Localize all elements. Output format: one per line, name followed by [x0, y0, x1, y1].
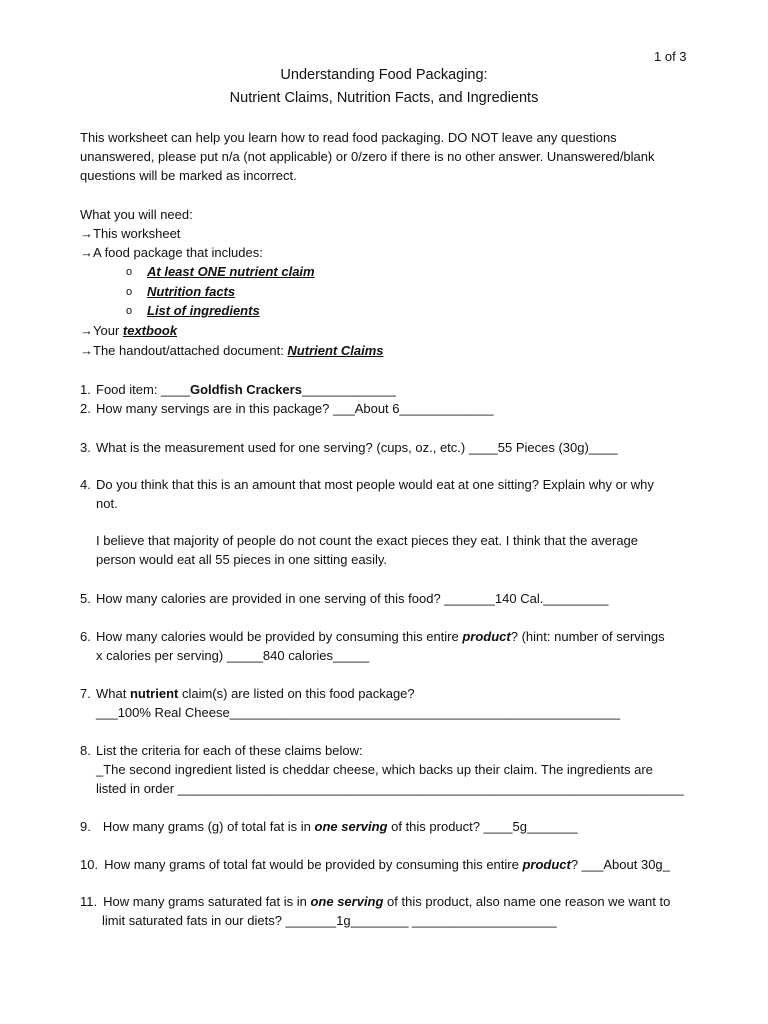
bullet-icon: o — [126, 266, 133, 278]
question-number: 6. — [80, 629, 91, 644]
question-number: 1. — [80, 382, 91, 397]
question-number: 5. — [80, 591, 91, 606]
materials-item: →A food package that includes: — [80, 245, 263, 260]
intro-line: unanswered, please put n/a (not applicable) or 0/zero if there is no other answer. Unanswered/blank — [80, 149, 655, 164]
question-7-line: What nutrient claim(s) are listed on this food package? — [96, 686, 415, 701]
question-number: 9. — [80, 819, 91, 834]
question-2: How many servings are in this package? ___About 6_____________ — [96, 401, 494, 416]
sub-item: Nutrition facts — [147, 284, 236, 299]
intro-line: questions will be marked as incorrect. — [80, 168, 297, 183]
question-number: 10. — [80, 857, 99, 872]
question-number: 2. — [80, 401, 91, 416]
materials-item: →The handout/attached document: Nutrient Claims — [80, 343, 384, 358]
question-8-line: _The second ingredient listed is cheddar cheese, which backs up their claim. The ingredients are — [96, 762, 653, 777]
question-6-line: How many calories would be provided by consuming this entire product? (hint: number of servings — [96, 629, 665, 644]
question-9: 9. How many grams (g) of total fat is in one serving of this product? ____5g_______ — [80, 819, 578, 834]
page-number: 1 of 3 — [654, 49, 687, 64]
arrow-icon: → — [80, 323, 93, 338]
bullet-icon: o — [126, 286, 133, 298]
materials-item: →Your textbook — [80, 323, 178, 338]
arrow-icon: → — [80, 226, 93, 241]
question-5: How many calories are provided in one serving of this food? _______140 Cal._________ — [96, 591, 609, 606]
question-number: 11. — [80, 894, 98, 909]
question-number: 4. — [80, 477, 91, 492]
answer-text: Goldfish Crackers — [189, 382, 302, 397]
bullet-icon: o — [126, 305, 133, 317]
question-6-line: x calories per serving) _____840 calories_____ — [96, 648, 370, 663]
materials-heading: What you will need: — [80, 207, 193, 222]
question-7-line: ___100% Real Cheese______________________________________________________ — [96, 705, 621, 720]
sub-item: List of ingredients — [147, 303, 260, 318]
question-3: What is the measurement used for one serving? (cups, oz., etc.) ____55 Pieces (30g)____ — [96, 440, 618, 455]
question-4-line: not. — [96, 496, 118, 511]
question-11-line: limit saturated fats in our diets? _______1g________ ____________________ — [102, 913, 557, 928]
question-number: 7. — [80, 686, 91, 701]
page-title: Understanding Food Packaging: — [280, 67, 488, 83]
page-subtitle: Nutrient Claims, Nutrition Facts, and Ingredients — [229, 90, 539, 106]
question-number: 8. — [80, 743, 91, 758]
question-4-line: Do you think that this is an amount that most people would eat at one sitting? Explain why or why — [96, 477, 654, 492]
question-11-line: 11. How many grams saturated fat is in one serving of this product, also name one reason we want to — [80, 894, 671, 909]
handout-link: Nutrient Claims — [287, 343, 384, 358]
materials-item: →This worksheet — [80, 226, 181, 241]
textbook-link: textbook — [122, 323, 178, 338]
intro-line: This worksheet can help you learn how to read food packaging. DO NOT leave any questions — [80, 130, 617, 145]
answer-4-line: person would eat all 55 pieces in one sitting easily. — [96, 552, 387, 567]
question-1: Food item: ____Goldfish Crackers_____________ — [96, 382, 396, 397]
question-8-line: listed in order ______________________________________________________________________ — [96, 781, 684, 796]
arrow-icon: → — [80, 343, 93, 358]
question-10: 10. How many grams of total fat would be provided by consuming this entire product? ___About 30g_ — [80, 857, 670, 872]
answer-4-line: I believe that majority of people do not count the exact pieces they eat. I think that the average — [96, 533, 639, 548]
sub-item: At least ONE nutrient claim — [147, 264, 315, 279]
arrow-icon: → — [80, 245, 93, 260]
question-number: 3. — [80, 440, 91, 455]
question-8-line: List the criteria for each of these claims below: — [96, 743, 363, 758]
